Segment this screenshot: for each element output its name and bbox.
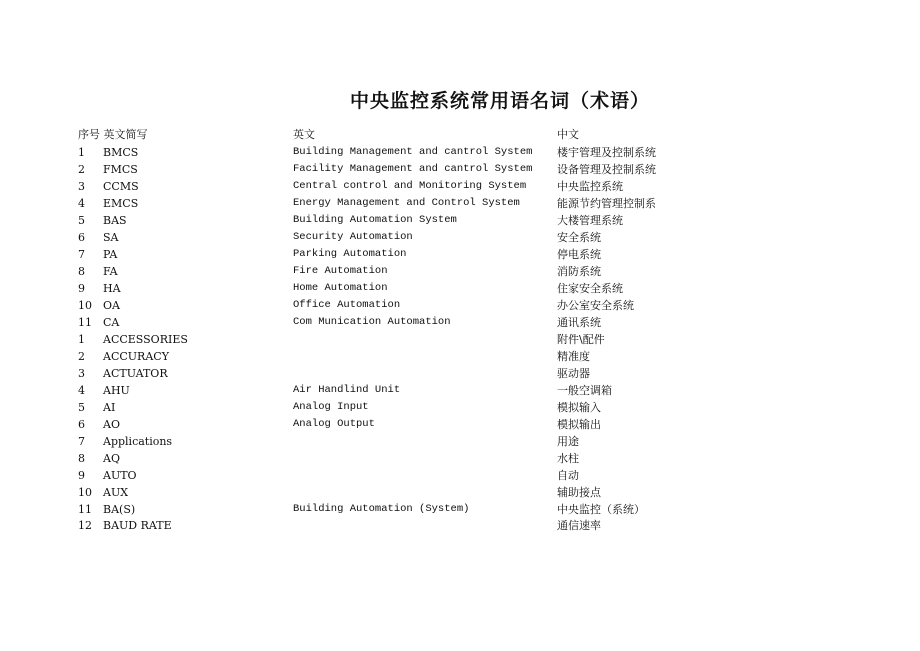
table-row	[0, 161, 920, 178]
row-number: 6	[78, 231, 85, 244]
row-english: Parking Automation	[293, 248, 407, 260]
row-chinese: 安全系统	[557, 231, 601, 244]
header-english: 英文	[293, 128, 315, 141]
row-chinese: 大楼管理系统	[557, 214, 623, 227]
header-num-abbr: 序号 英文简写	[78, 128, 148, 141]
row-english: Home Automation	[293, 282, 388, 294]
row-number: 8	[78, 452, 85, 465]
row-chinese: 模拟输出	[557, 418, 601, 431]
table-row	[0, 246, 920, 263]
table-row	[0, 331, 920, 348]
row-number: 2	[78, 350, 85, 363]
row-abbreviation: BAUD RATE	[103, 519, 172, 532]
row-chinese: 办公室安全系统	[557, 299, 634, 312]
row-chinese: 模拟输入	[557, 401, 601, 414]
row-chinese: 中央监控系统	[557, 180, 623, 193]
row-number: 10	[78, 299, 92, 312]
header-chinese: 中文	[557, 128, 579, 141]
row-chinese: 用途	[557, 435, 579, 448]
row-english: Facility Management and cantrol System	[293, 163, 533, 175]
row-number: 8	[78, 265, 85, 278]
row-english: Energy Management and Control System	[293, 197, 520, 209]
row-chinese: 通信速率	[557, 519, 601, 532]
row-chinese: 驱动器	[557, 367, 590, 380]
row-abbreviation: AO	[103, 418, 120, 431]
table-row	[0, 280, 920, 297]
row-abbreviation: AQ	[103, 452, 120, 465]
row-english: Building Automation (System)	[293, 503, 470, 515]
row-number: 3	[78, 180, 85, 193]
row-chinese: 住家安全系统	[557, 282, 623, 295]
row-chinese: 楼宇管理及控制系统	[557, 146, 656, 159]
row-number: 5	[78, 401, 85, 414]
table-row	[0, 467, 920, 484]
row-abbreviation: SA	[103, 231, 119, 244]
row-number: 1	[78, 333, 85, 346]
table-row	[0, 399, 920, 416]
row-number: 1	[78, 146, 85, 159]
row-english: Central control and Monitoring System	[293, 180, 527, 192]
row-number: 12	[78, 519, 92, 532]
row-chinese: 能源节约管理控制系	[557, 197, 656, 210]
row-number: 6	[78, 418, 85, 431]
row-chinese: 附件\配件	[557, 333, 605, 346]
table-row	[0, 229, 920, 246]
table-row	[0, 517, 920, 534]
row-abbreviation: BMCS	[103, 146, 139, 159]
table-row	[0, 382, 920, 399]
table-row	[0, 212, 920, 229]
table-row	[0, 314, 920, 331]
row-chinese: 停电系统	[557, 248, 601, 261]
row-abbreviation: AI	[103, 401, 116, 414]
row-number: 10	[78, 486, 92, 499]
table-row	[0, 416, 920, 433]
row-number: 11	[78, 503, 92, 516]
row-number: 4	[78, 197, 85, 210]
row-english: Com Munication Automation	[293, 316, 451, 328]
row-abbreviation: CCMS	[103, 180, 139, 193]
row-english: Office Automation	[293, 299, 401, 311]
row-abbreviation: HA	[103, 282, 121, 295]
row-number: 4	[78, 384, 85, 397]
row-number: 9	[78, 282, 85, 295]
row-abbreviation: OA	[103, 299, 120, 312]
table-row	[0, 348, 920, 365]
row-abbreviation: ACTUATOR	[103, 367, 168, 380]
row-chinese: 消防系统	[557, 265, 601, 278]
table-row	[0, 433, 920, 450]
row-number: 2	[78, 163, 85, 176]
table-row	[0, 450, 920, 467]
row-english: Fire Automation	[293, 265, 388, 277]
row-chinese: 一般空调箱	[557, 384, 612, 397]
row-chinese: 水柱	[557, 452, 579, 465]
table-row	[0, 144, 920, 161]
table-header	[0, 126, 920, 143]
row-abbreviation: EMCS	[103, 197, 139, 210]
table-row	[0, 365, 920, 382]
row-english: Analog Output	[293, 418, 375, 430]
table-row	[0, 297, 920, 314]
row-chinese: 精准度	[557, 350, 590, 363]
row-number: 7	[78, 435, 85, 448]
table-row	[0, 484, 920, 501]
row-abbreviation: AUTO	[103, 469, 137, 482]
row-english: Building Management and cantrol System	[293, 146, 533, 158]
row-abbreviation: AUX	[103, 486, 129, 499]
table-row	[0, 195, 920, 212]
row-abbreviation: FMCS	[103, 163, 138, 176]
row-chinese: 中央监控（系统）	[557, 503, 645, 516]
page-title: 中央监控系统常用语名词（术语）	[349, 90, 650, 112]
row-abbreviation: Applications	[103, 435, 173, 448]
row-english: Analog Input	[293, 401, 369, 413]
row-english: Air Handlind Unit	[293, 384, 401, 396]
row-english: Security Automation	[293, 231, 413, 243]
row-number: 7	[78, 248, 85, 261]
row-number: 9	[78, 469, 85, 482]
row-number: 3	[78, 367, 85, 380]
row-number: 11	[78, 316, 92, 329]
row-chinese: 辅助接点	[557, 486, 601, 499]
row-abbreviation: ACCESSORIES	[103, 333, 188, 346]
row-abbreviation: PA	[103, 248, 118, 261]
table-row	[0, 501, 920, 518]
row-abbreviation: BA(S)	[103, 503, 136, 516]
table-row	[0, 263, 920, 280]
row-abbreviation: BAS	[103, 214, 127, 227]
row-chinese: 自动	[557, 469, 579, 482]
row-abbreviation: ACCURACY	[103, 350, 169, 363]
row-chinese: 设备管理及控制系统	[557, 163, 656, 176]
row-abbreviation: AHU	[103, 384, 130, 397]
row-number: 5	[78, 214, 85, 227]
row-abbreviation: CA	[103, 316, 120, 329]
row-abbreviation: FA	[103, 265, 118, 278]
row-english: Building Automation System	[293, 214, 457, 226]
table-row	[0, 178, 920, 195]
row-chinese: 通讯系统	[557, 316, 601, 329]
